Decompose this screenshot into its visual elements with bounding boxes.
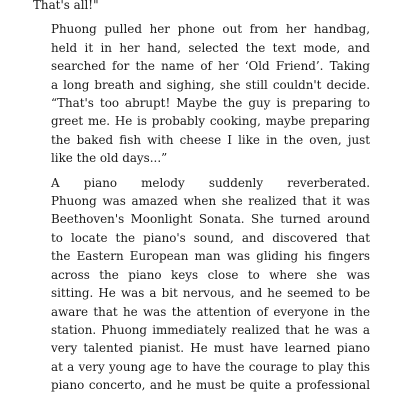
text-line: held it in her hand, selected the text mode, and <box>51 40 370 55</box>
text-line: the baked fish with cheese I like in the oven, just <box>51 132 370 147</box>
text-line: like the old days...” <box>51 151 168 166</box>
paragraph-3 <box>33 174 370 395</box>
paragraph-1 <box>33 0 370 14</box>
text-line: very talented pianist. He must have learned piano <box>51 341 370 356</box>
text-line: “That's too abrupt! Maybe the guy is preparing to <box>51 96 370 111</box>
text-line: sitting. He was a bit nervous, and he seemed to be <box>51 286 370 301</box>
paragraph-2 <box>33 20 370 167</box>
text-line: across the piano keys close to where she was <box>51 267 370 282</box>
text-line: searched for the name of her ‘Old Friend’. Taking <box>51 59 370 74</box>
text-line: That's all!" <box>33 0 99 12</box>
text-column <box>33 0 370 400</box>
text-line: greet me. He is probably cooking, maybe preparing <box>51 114 370 129</box>
text-line: aware that he was the attention of everyone in the <box>51 304 370 319</box>
text-line: A piano melody suddenly reverberated. <box>51 175 370 190</box>
text-line: Beethoven's Moonlight Sonata. She turned around <box>51 212 370 227</box>
text-line: a long breath and sighing, she still couldn't decide. <box>51 77 370 92</box>
text-line: station. Phuong immediately realized that he was a <box>51 322 370 337</box>
text-line: the Eastern European man was gliding his fingers <box>51 249 370 264</box>
text-line: Phuong pulled her phone out from her handbag, <box>51 22 370 37</box>
text-line: Phuong was amazed when she realized that it was <box>51 194 370 209</box>
text-line: at a very young age to have the courage to play this <box>51 359 370 374</box>
text-line: piano concerto, and he must be quite a professional <box>51 378 370 393</box>
text-line: to locate the piano's sound, and discovered that <box>51 230 370 245</box>
